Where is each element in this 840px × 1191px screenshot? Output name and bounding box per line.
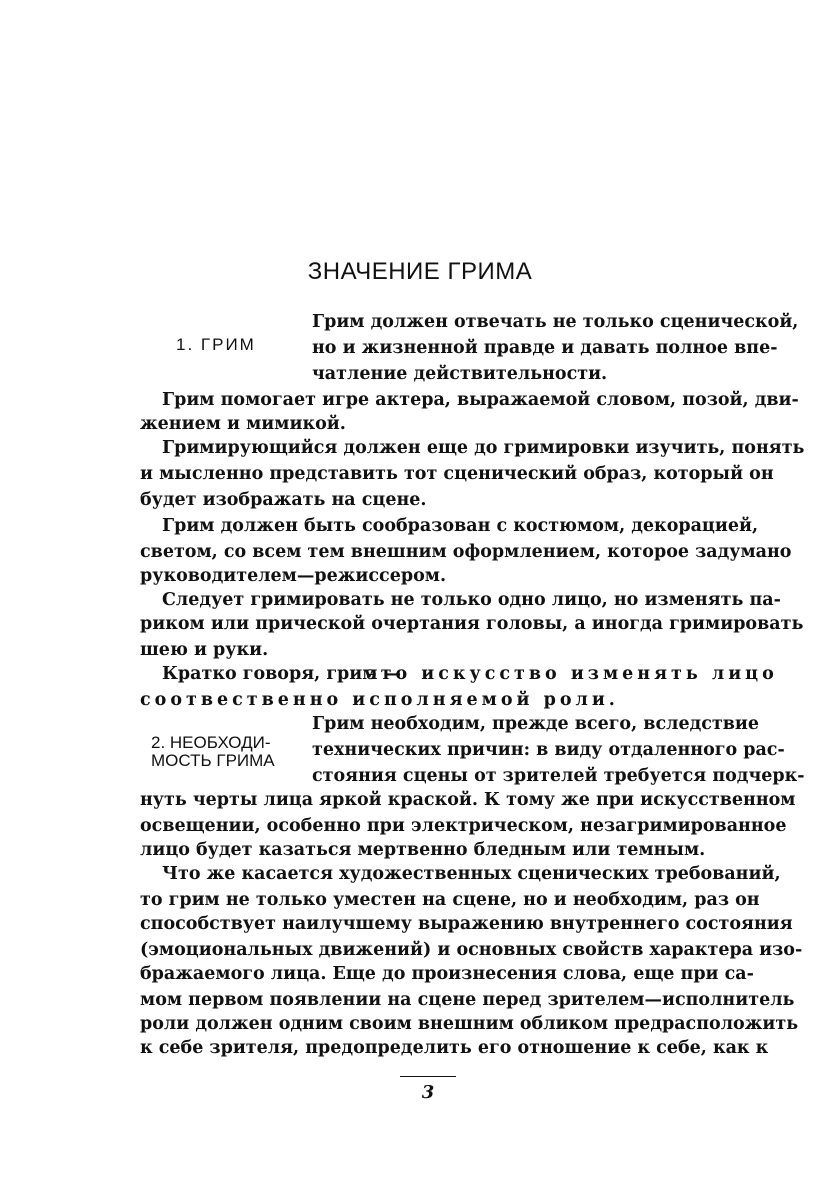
text-line: стояния сцены от зрителей требуется подчерк-: [312, 766, 805, 786]
text-line: светом, со всем тем внешним оформлением, которое задумано: [140, 542, 792, 562]
section-2-heading-line2: МОСТЬ ГРИМА: [151, 751, 275, 770]
text-line: шею и руки.: [140, 640, 269, 660]
text-line: руководителем—режиссером.: [140, 566, 447, 586]
text-line: к себе зрителя, предопределить его отношение к себе, как к: [140, 1038, 769, 1058]
section-1-heading: 1. ГРИМ: [176, 335, 256, 354]
emphasis-text: соотвественно исполняемой роли.: [140, 690, 619, 710]
text-line: жением и мимикой.: [140, 414, 346, 434]
text-line: то грим не только уместен на сцене, но и необходим, раз он: [140, 890, 760, 910]
text-line: риком или прической очертания головы, а иногда гримировать: [140, 614, 804, 634]
text-line: Кратко говоря, грим —: [162, 664, 402, 684]
emphasis-text: это искусство изменять лицо: [366, 664, 778, 684]
footer-rule: [400, 1076, 456, 1077]
text-line: мом первом появлении на сцене перед зрителем—исполнитель: [140, 990, 795, 1010]
text-line: лицо будет казаться мертвенно бледным или темным.: [140, 840, 706, 860]
page-title: ЗНАЧЕНИЕ ГРИМА: [307, 258, 533, 285]
text-line: Грим необходим, прежде всего, вследствие: [312, 714, 760, 734]
text-line: (эмоциональных движений) и основных свойств характера изо-: [140, 940, 803, 960]
text-line: освещении, особенно при электрическом, незагримированное: [140, 816, 787, 836]
text-line: Грим должен быть сообразован с костюмом, декорацией,: [162, 516, 759, 536]
page-number: 3: [421, 1082, 435, 1103]
text-line: но и жизненной правде и давать полное впе-: [312, 338, 778, 358]
text-line: чатление действительности.: [312, 364, 608, 384]
text-line: Следует гримировать не только одно лицо, но изменять па-: [162, 590, 781, 610]
text-line: способствует наилучшему выражению внутреннего состояния: [140, 914, 793, 934]
text-line: бражаемого лица. Еще до произнесения слова, еще при са-: [140, 964, 754, 984]
text-line: Грим помогает игре актера, выражаемой словом, позой, дви-: [162, 390, 799, 410]
text-line: нуть черты лица яркой краской. К тому же при искусственном: [140, 790, 796, 810]
text-line: технических причин: в виду отдаленного рас-: [312, 740, 785, 760]
section-2-heading-line1: 2. НЕОБХОДИ-: [151, 733, 271, 752]
text-line: будет изображать на сцене.: [140, 490, 427, 510]
text-line: Что же касается художественных сценических требований,: [162, 864, 781, 884]
text-line: Грим должен отвечать не только сценической,: [312, 312, 799, 332]
text-line: Гримирующийся должен еще до гримировки изучить, понять: [162, 438, 805, 458]
text-line: роли должен одним своим внешним обликом предрасположить: [140, 1014, 799, 1034]
text-line: и мысленно представить тот сценический образ, который он: [140, 464, 774, 484]
